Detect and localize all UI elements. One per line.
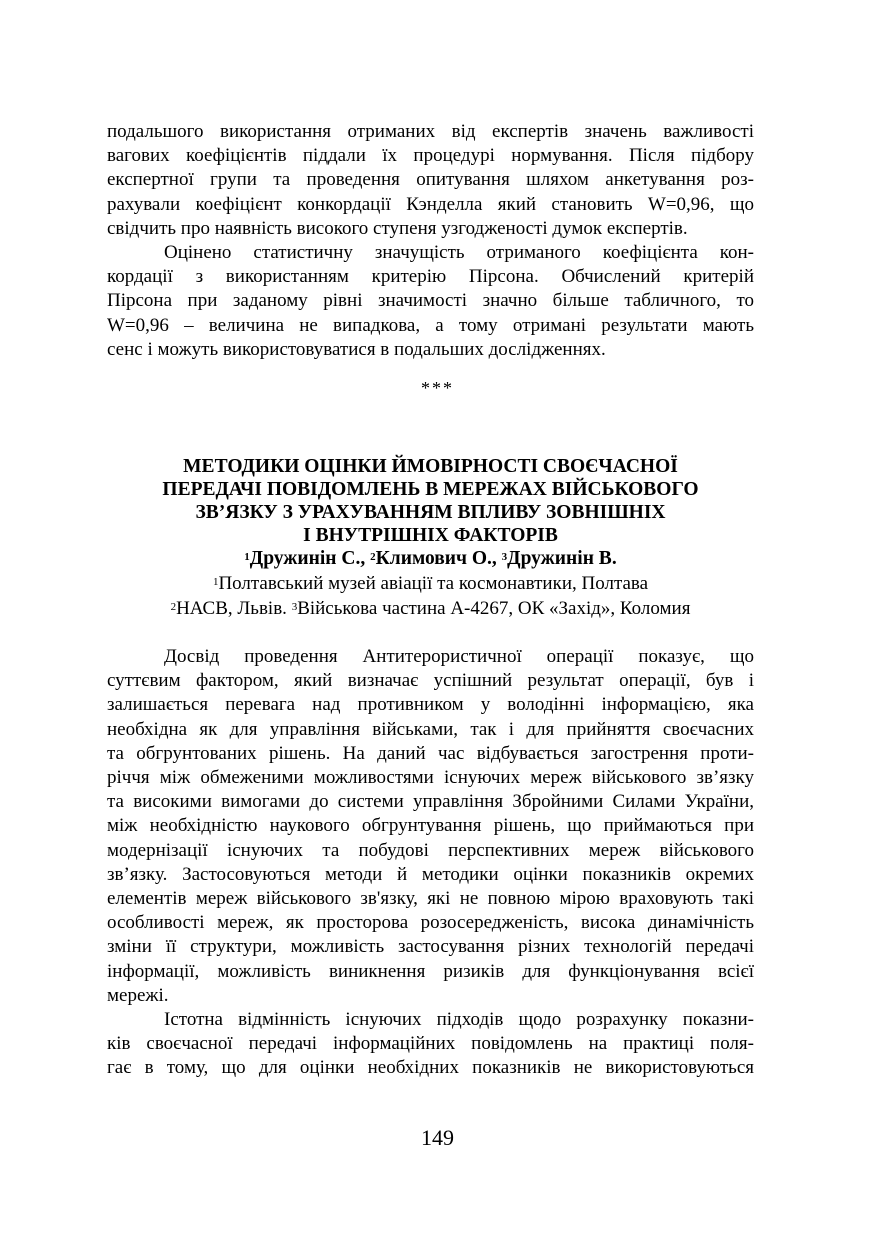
text-line: експертної групи та проведення опитування шляхом анкетування роз- (107, 169, 754, 191)
text-line: елементів мереж військового зв'язку, які не повною мірою враховують такі (107, 888, 754, 910)
text-line: зв’язку. Застосовуються методи й методики оцінки показників окремих (107, 863, 754, 885)
affiliation-1 (107, 572, 754, 596)
page-number: 149 (421, 1125, 454, 1150)
affiliation-1-text: Полтавський музей авіації та космонавтики, Полтава (218, 573, 649, 594)
author-1-sup: 1 (244, 551, 250, 563)
text-line: мережі. (107, 984, 169, 1006)
author-3: Дружинін В. (507, 548, 617, 569)
paragraph-2 (107, 241, 754, 362)
text-line: необхідна як для управління військами, так і для прийняття своєчасних (107, 718, 754, 740)
section-separator: *** (421, 378, 454, 398)
text-line: рахували коефіцієнт конкордації Кэнделла який становить W=0,96, що (107, 193, 754, 215)
text-line: W=0,96 – величина не випадкова, а тому отримані результати мають (107, 314, 754, 336)
text-line: модернізації існуючих та побудові перспективних мереж військового (107, 839, 754, 861)
text-line: суттєвим фактором, який визначає успішний результат операції, був і (107, 670, 754, 692)
intro-text-block (107, 120, 754, 362)
title-line: І ВНУТРІШНІХ ФАКТОРІВ (303, 525, 558, 546)
text-line: між необхідністю наукового обгрунтування рішень, що приймаються при (107, 815, 754, 837)
paragraph-3 (107, 645, 754, 1008)
title-line: МЕТОДИКИ ОЦІНКИ ЙМОВІРНОСТІ СВОЄЧАСНОЇ (183, 456, 678, 477)
text-line: ків своєчасної передачі інформаційних повідомлень на практиці поля- (107, 1033, 754, 1055)
title-line: ПЕРЕДАЧІ ПОВІДОМЛЕНЬ В МЕРЕЖАХ ВІЙСЬКОВОГО (162, 479, 699, 500)
article-title (107, 455, 754, 547)
text-line: подальшого використання отриманих від експертів значень важливості (107, 121, 754, 142)
affiliation-2-sup: 2 (170, 601, 177, 613)
text-line: свідчить про наявність високого ступеня узгодженості думок експертів. (107, 217, 688, 239)
text-line: Досвід проведення Антитерористичної операції показує, що (164, 646, 754, 667)
author-2-sup: 2 (370, 551, 376, 563)
text-line: залишається перевага над противником у володінні інформацією, яка (107, 694, 754, 716)
text-line: інформації, можливість виникнення ризиків для функціонування всієї (107, 960, 754, 982)
text-line: вагових коефіцієнтів піддали їх процедурі нормування. Після підбору (107, 145, 754, 167)
text-line: кордації з використанням критерію Пірсона. Обчислений критерій (107, 266, 754, 288)
text-line: річчя між обмеженими можливостями існуючих мереж військового зв’язку (107, 767, 754, 789)
affiliation-1-sup: 1 (212, 576, 219, 588)
text-line: гає в тому, що для оцінки необхідних показників не використовуються (107, 1057, 754, 1079)
author-3-sup: 3 (501, 551, 508, 563)
author-1: Дружинін С., (249, 548, 371, 569)
text-line: сенс і можуть використовуватися в подальших дослідженнях. (107, 338, 606, 360)
text-line: зміни її структури, можливість застосування різних технологій передачі (107, 936, 754, 958)
text-line: та високими вимогами до системи управління Збройними Силами України, (107, 791, 754, 813)
text-line: особливості мереж, як просторова розосередженість, висока динамічність (107, 912, 754, 934)
authors-line (107, 547, 754, 571)
affiliation-2 (107, 597, 754, 621)
affiliation-3-sup: 3 (291, 601, 298, 613)
text-line: Пірсона при заданому рівні значимості значно більше табличного, то (107, 290, 754, 312)
text-line: та обгрунтованих рішень. На даний час відбувається загострення проти- (107, 742, 754, 764)
paragraph-1 (107, 120, 754, 241)
text-line: Оцінено статистичну значущість отриманого коефіцієнта кон- (164, 242, 754, 264)
affiliation-2-text: НАСВ, Львів. (176, 598, 292, 619)
title-line: ЗВ’ЯЗКУ З УРАХУВАННЯМ ВПЛИВУ ЗОВНІШНІХ (195, 502, 666, 523)
article-body-text (107, 645, 754, 1081)
author-2: Климович О., (375, 548, 502, 569)
paragraph-4 (107, 1008, 754, 1081)
text-line: Істотна відмінність існуючих підходів щодо розрахунку показни- (164, 1009, 754, 1031)
affiliation-3-text: Військова частина А-4267, ОК «Захід», Коломия (297, 598, 691, 619)
